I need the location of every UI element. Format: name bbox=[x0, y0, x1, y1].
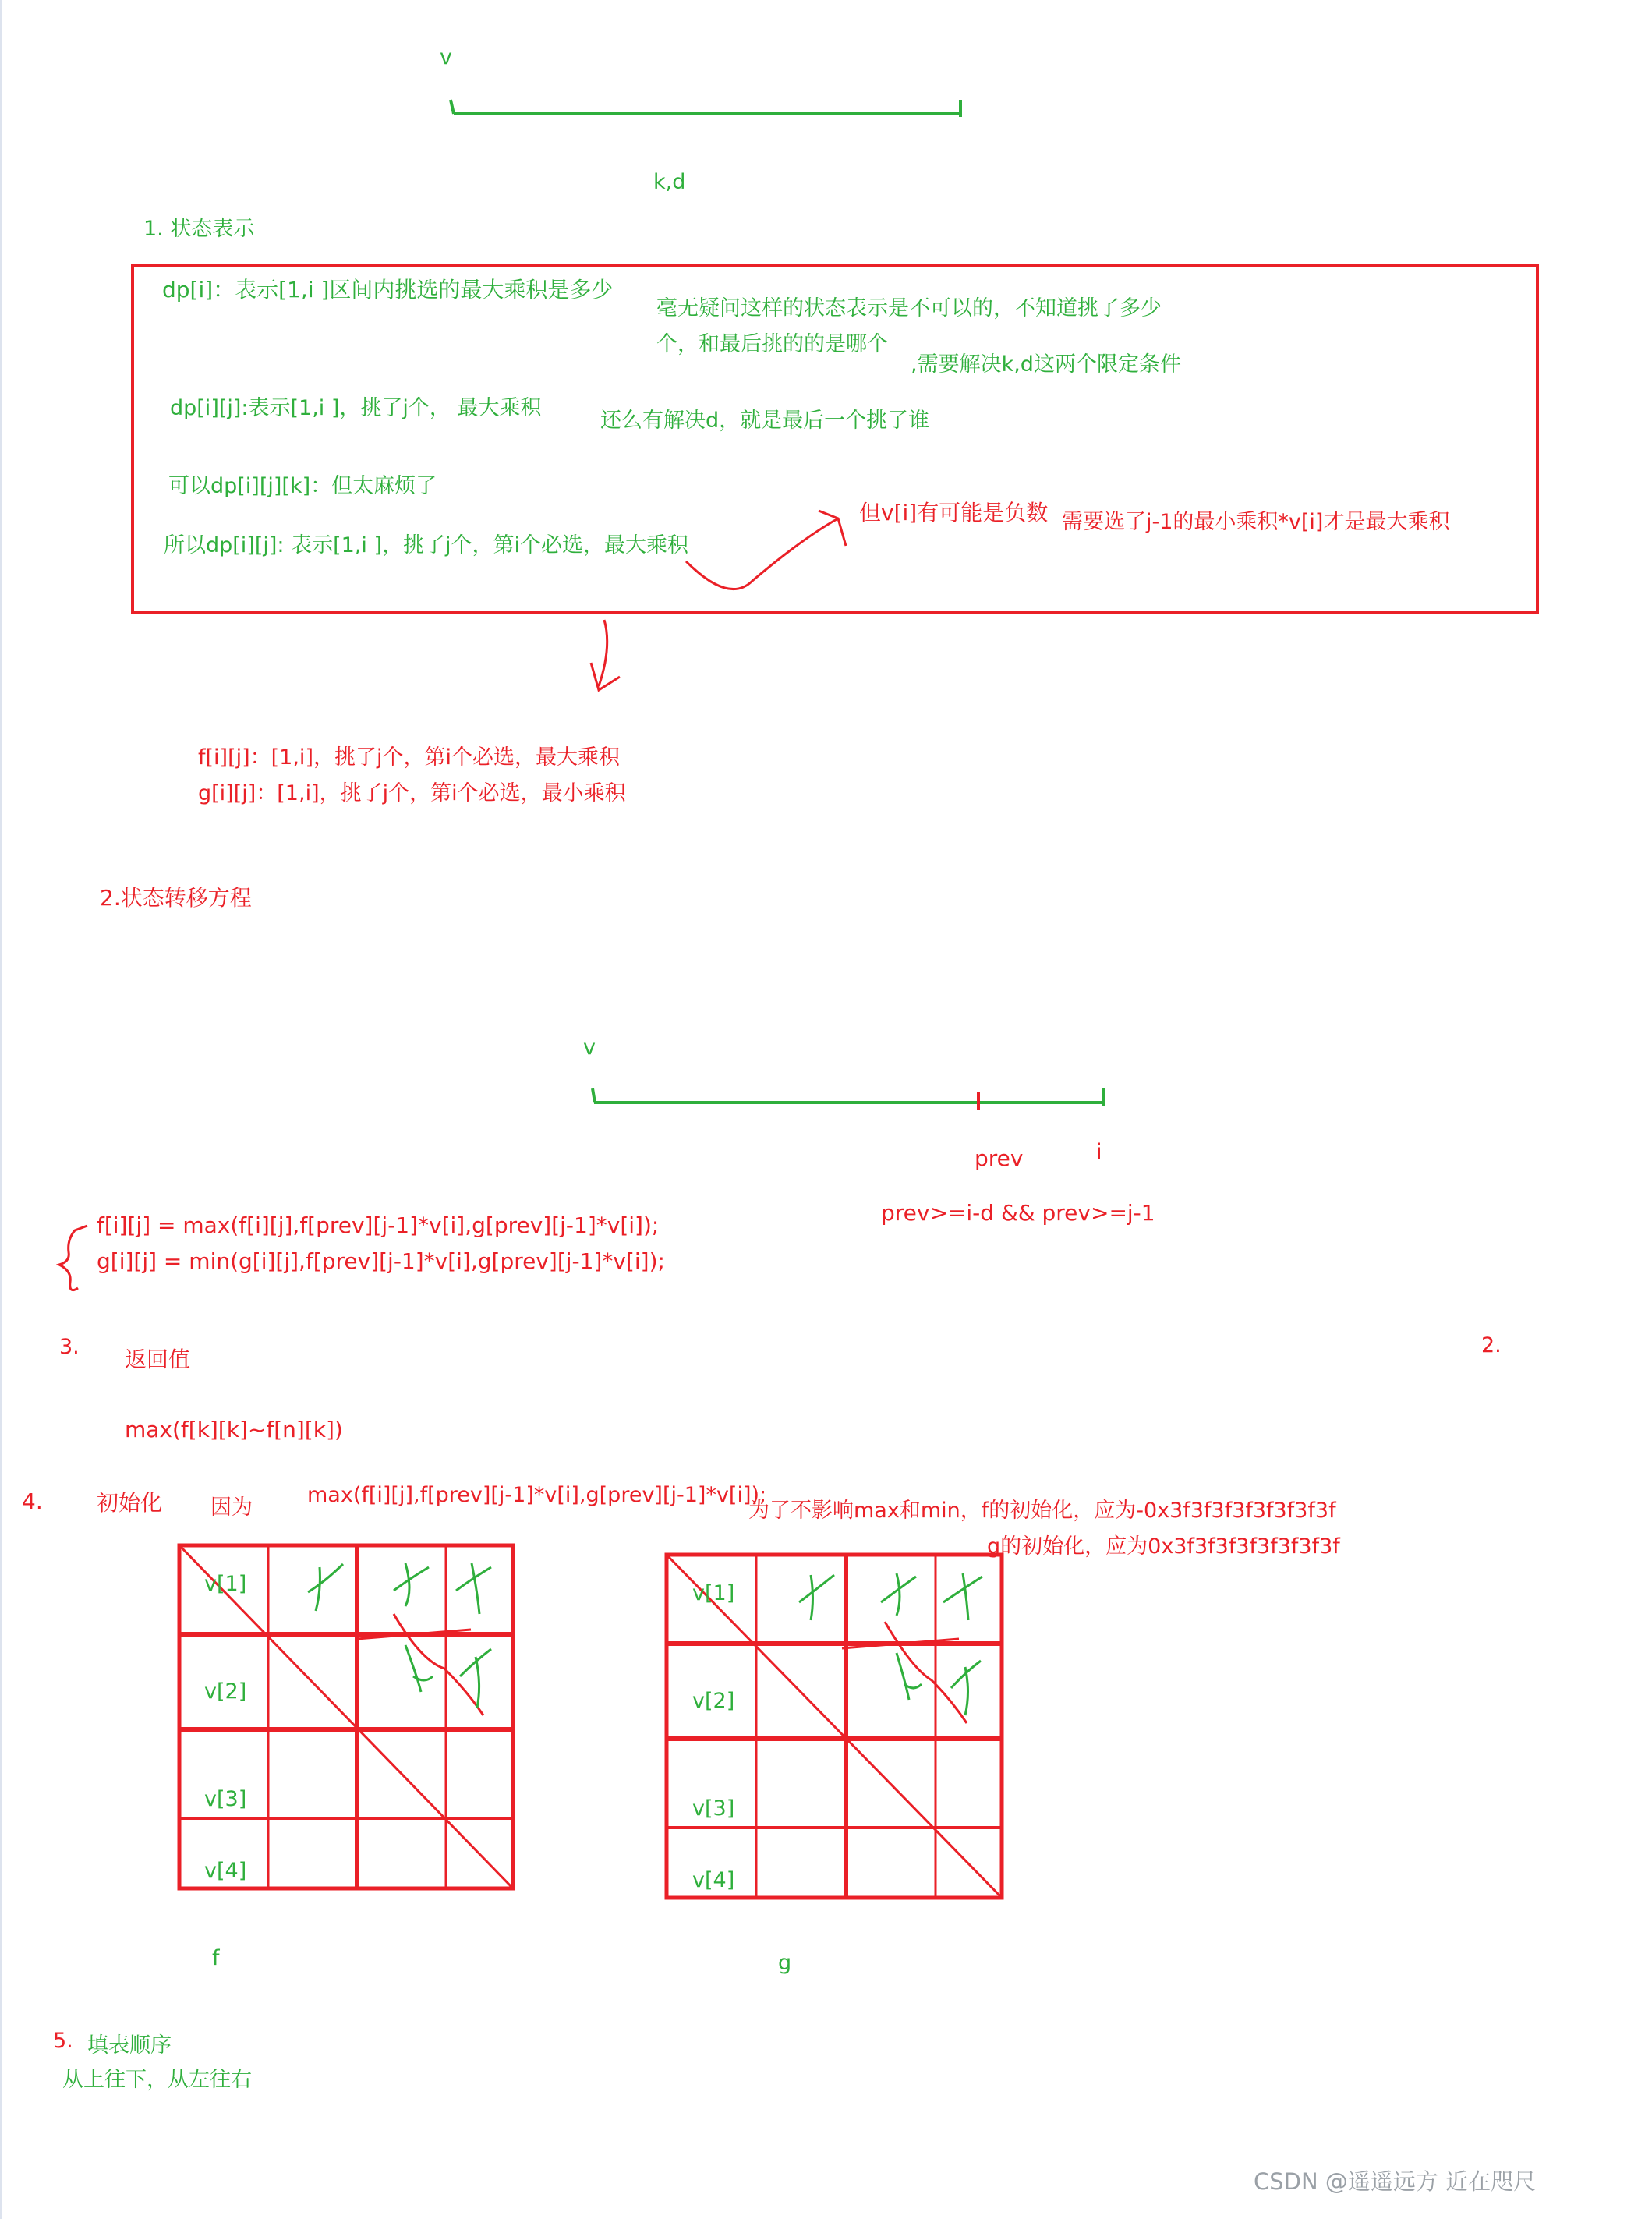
neg-arrow bbox=[686, 511, 846, 589]
f-row-label-4: v[4] bbox=[204, 1859, 247, 1883]
section4-number: 4. bbox=[22, 1488, 43, 1514]
section5-number: 5. bbox=[53, 2029, 73, 2053]
top-kd-label: k,d bbox=[653, 170, 686, 194]
section5-title: 填表顺序 bbox=[87, 2033, 172, 2058]
g-transition: g[i][j] = min(g[i][j],f[prev][j-1]*v[i],g[prev][j-1]*v[i]); bbox=[97, 1248, 665, 1274]
dp-def-3: 可以dp[i][j][k]：但太麻烦了 bbox=[168, 474, 437, 498]
return-expression: max(f[k][k]~f[n][k]) bbox=[125, 1417, 343, 1442]
dp-def-1: dp[i]：表示[1,i ]区间内挑选的最大乘积是多少 bbox=[162, 277, 614, 303]
dp-def-4: 所以dp[i][j]: 表示[1,i ]，挑了j个，第i个必选，最大乘积 bbox=[164, 533, 689, 557]
down-arrow bbox=[591, 620, 620, 690]
dp-note-1c: ,需要解决k,d这两个限定条件 bbox=[911, 352, 1181, 377]
section3-number: 3. bbox=[59, 1335, 80, 1359]
g-definition: g[i][j]：[1,i]，挑了j个，第i个必选，最小乘积 bbox=[198, 781, 626, 805]
mid-v-label: v bbox=[583, 1035, 596, 1060]
fill-order: 从上往下，从左往右 bbox=[62, 2068, 252, 2092]
prev-label: prev bbox=[975, 1145, 1024, 1171]
dp-note-1b: 个，和最后挑的的是哪个 bbox=[656, 332, 888, 356]
negative-note: 但v[i]有可能是负数 bbox=[859, 500, 1049, 526]
csdn-watermark: CSDN @遥遥远方 近在咫尺 bbox=[1254, 2168, 1537, 2195]
f-row-label-3: v[3] bbox=[204, 1787, 247, 1811]
g-row-label-2: v[2] bbox=[692, 1689, 735, 1713]
init-expression: max(f[i][j],f[prev][j-1]*v[i],g[prev][j-1]*v[i]); bbox=[307, 1483, 767, 1507]
g-table-lines bbox=[667, 1555, 1002, 1898]
because-label: 因为 bbox=[210, 1495, 253, 1520]
top-v-label: v bbox=[440, 45, 452, 69]
side-number: 2. bbox=[1481, 1333, 1502, 1357]
init-note-f: 为了不影响max和min，f的初始化，应为-0x3f3f3f3f3f3f3f3f bbox=[748, 1499, 1336, 1523]
top-number-line bbox=[451, 100, 960, 117]
i-label: i bbox=[1096, 1140, 1102, 1164]
g-table-caption: g bbox=[778, 1951, 792, 1975]
section2-heading: 2.状态转移方程 bbox=[100, 885, 252, 911]
dp-note-1a: 毫无疑问这样的状态表示是不可以的，不知道挑了多少 bbox=[656, 296, 1162, 320]
f-transition: f[i][j] = max(f[i][j],f[prev][j-1]*v[i],g[prev][j-1]*v[i]); bbox=[97, 1212, 660, 1238]
g-row-label-4: v[4] bbox=[692, 1868, 735, 1892]
f-definition: f[i][j]：[1,i]，挑了j个，第i个必选，最大乘积 bbox=[198, 745, 620, 770]
f-row-label-2: v[2] bbox=[204, 1679, 247, 1704]
section3-title: 返回值 bbox=[125, 1347, 191, 1372]
init-note-g: g的初始化，应为0x3f3f3f3f3f3f3f3f bbox=[987, 1534, 1340, 1559]
negative-note-2: 需要选了j-1的最小乘积*v[i]才是最大乘积 bbox=[1062, 510, 1450, 534]
f-table-lines bbox=[179, 1545, 513, 1888]
section1-heading: 1. 状态表示 bbox=[143, 217, 255, 241]
mid-number-line bbox=[593, 1088, 1104, 1110]
f-table-caption: f bbox=[212, 1946, 220, 1970]
dp-def-2: dp[i][j]:表示[1,i ]，挑了j个， 最大乘积 bbox=[170, 396, 542, 420]
g-row-label-3: v[3] bbox=[692, 1796, 735, 1821]
prev-constraint: prev>=i-d && prev>=j-1 bbox=[881, 1200, 1155, 1226]
equation-brace bbox=[59, 1226, 87, 1290]
g-row-label-1: v[1] bbox=[692, 1581, 735, 1605]
f-row-label-1: v[1] bbox=[204, 1572, 247, 1596]
dp-note-2: 还么有解决d，就是最后一个挑了谁 bbox=[600, 409, 930, 433]
section4-title: 初始化 bbox=[97, 1490, 163, 1516]
